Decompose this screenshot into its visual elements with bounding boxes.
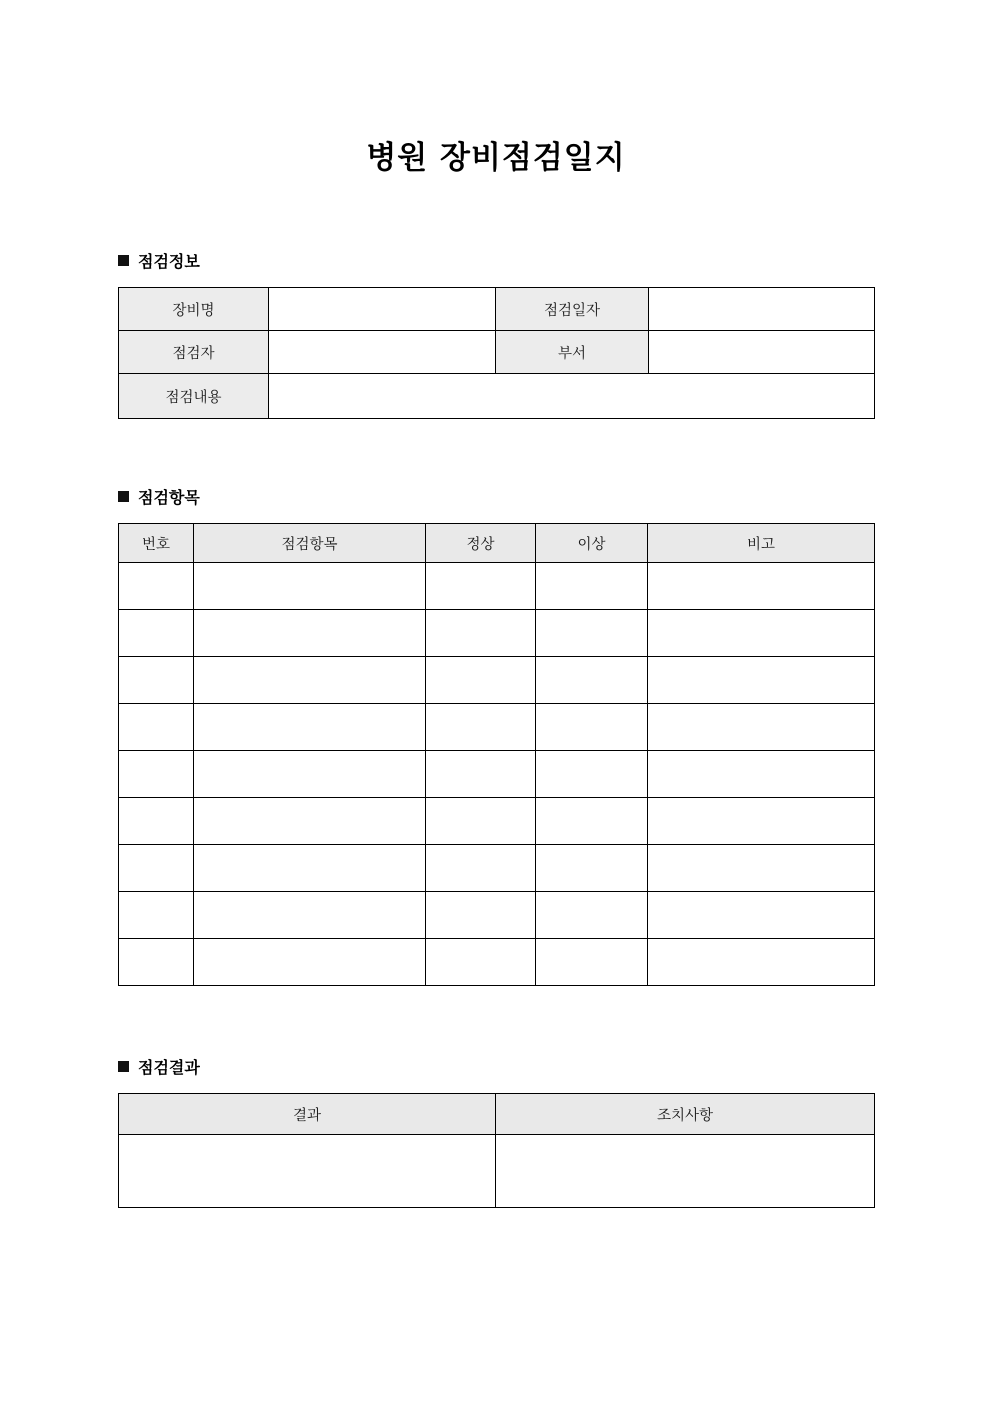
table-row (119, 892, 875, 939)
inspection-info-table (118, 287, 875, 419)
items-cell-4-1[interactable] (194, 751, 426, 798)
inspection-result-table (118, 1093, 875, 1208)
items-cell-6-0[interactable] (119, 845, 194, 892)
items-cell-2-2[interactable] (426, 657, 536, 704)
table-row (119, 331, 875, 374)
items-cell-6-3[interactable] (536, 845, 648, 892)
items-cell-4-4[interactable] (648, 751, 875, 798)
result-cell-0-0[interactable] (119, 1135, 496, 1208)
table-row (119, 374, 875, 419)
items-cell-5-0[interactable] (119, 798, 194, 845)
items-column-header-1: 점검항목 (194, 524, 426, 563)
items-cell-0-0[interactable] (119, 563, 194, 610)
items-cell-8-4[interactable] (648, 939, 875, 986)
table-row (119, 798, 875, 845)
label-department: 부서 (496, 331, 649, 374)
items-cell-7-3[interactable] (536, 892, 648, 939)
table-row (119, 563, 875, 610)
items-cell-1-2[interactable] (426, 610, 536, 657)
table-row (119, 751, 875, 798)
items-cell-1-1[interactable] (194, 610, 426, 657)
table-row (119, 939, 875, 986)
items-cell-5-2[interactable] (426, 798, 536, 845)
table-row (119, 288, 875, 331)
items-cell-8-3[interactable] (536, 939, 648, 986)
section-heading-info (118, 249, 200, 272)
field-inspection-date[interactable] (649, 288, 875, 331)
table-body (119, 1135, 875, 1208)
inspection-items-table (118, 523, 875, 986)
items-cell-6-4[interactable] (648, 845, 875, 892)
table-row (119, 704, 875, 751)
table-row (119, 657, 875, 704)
items-cell-3-3[interactable] (536, 704, 648, 751)
field-equipment-name[interactable] (269, 288, 496, 331)
items-cell-7-0[interactable] (119, 892, 194, 939)
items-cell-8-2[interactable] (426, 939, 536, 986)
items-column-header-0: 번호 (119, 524, 194, 563)
items-cell-3-4[interactable] (648, 704, 875, 751)
bullet-square-icon (118, 1061, 129, 1072)
items-cell-1-4[interactable] (648, 610, 875, 657)
field-inspection-content[interactable] (269, 374, 875, 419)
label-inspection-date: 점검일자 (496, 288, 649, 331)
items-cell-3-0[interactable] (119, 704, 194, 751)
items-cell-3-1[interactable] (194, 704, 426, 751)
table-header-row (119, 524, 875, 563)
table-header-row (119, 1094, 875, 1135)
items-cell-2-0[interactable] (119, 657, 194, 704)
section-heading-result (118, 1055, 200, 1078)
items-cell-6-1[interactable] (194, 845, 426, 892)
result-column-header-1: 조치사항 (496, 1094, 875, 1135)
items-cell-7-1[interactable] (194, 892, 426, 939)
items-cell-0-2[interactable] (426, 563, 536, 610)
items-cell-1-0[interactable] (119, 610, 194, 657)
label-inspection-content: 점검내용 (119, 374, 269, 419)
items-column-header-2: 정상 (426, 524, 536, 563)
items-cell-4-2[interactable] (426, 751, 536, 798)
bullet-square-icon (118, 491, 129, 502)
section-heading-items-label: 점검항목 (138, 488, 200, 507)
field-department[interactable] (649, 331, 875, 374)
items-cell-8-1[interactable] (194, 939, 426, 986)
items-cell-5-3[interactable] (536, 798, 648, 845)
table-row (119, 845, 875, 892)
items-cell-7-4[interactable] (648, 892, 875, 939)
items-cell-7-2[interactable] (426, 892, 536, 939)
section-heading-result-label: 점검결과 (138, 1058, 200, 1077)
items-cell-0-3[interactable] (536, 563, 648, 610)
items-cell-4-3[interactable] (536, 751, 648, 798)
items-cell-8-0[interactable] (119, 939, 194, 986)
items-cell-6-2[interactable] (426, 845, 536, 892)
section-heading-items (118, 485, 200, 508)
items-column-header-4: 비고 (648, 524, 875, 563)
items-cell-5-4[interactable] (648, 798, 875, 845)
result-cell-0-1[interactable] (496, 1135, 875, 1208)
table-row (119, 610, 875, 657)
table-body (119, 563, 875, 986)
items-cell-0-4[interactable] (648, 563, 875, 610)
items-cell-4-0[interactable] (119, 751, 194, 798)
items-cell-2-1[interactable] (194, 657, 426, 704)
items-cell-0-1[interactable] (194, 563, 426, 610)
page-title: 병원 장비점검일지 (366, 140, 626, 176)
items-cell-1-3[interactable] (536, 610, 648, 657)
items-cell-3-2[interactable] (426, 704, 536, 751)
items-cell-2-3[interactable] (536, 657, 648, 704)
field-inspector[interactable] (269, 331, 496, 374)
items-column-header-3: 이상 (536, 524, 648, 563)
table-row (119, 1135, 875, 1208)
label-equipment-name: 장비명 (119, 288, 269, 331)
items-cell-5-1[interactable] (194, 798, 426, 845)
result-column-header-0: 결과 (119, 1094, 496, 1135)
section-heading-info-label: 점검정보 (138, 252, 200, 271)
label-inspector: 점검자 (119, 331, 269, 374)
items-cell-2-4[interactable] (648, 657, 875, 704)
bullet-square-icon (118, 255, 129, 266)
